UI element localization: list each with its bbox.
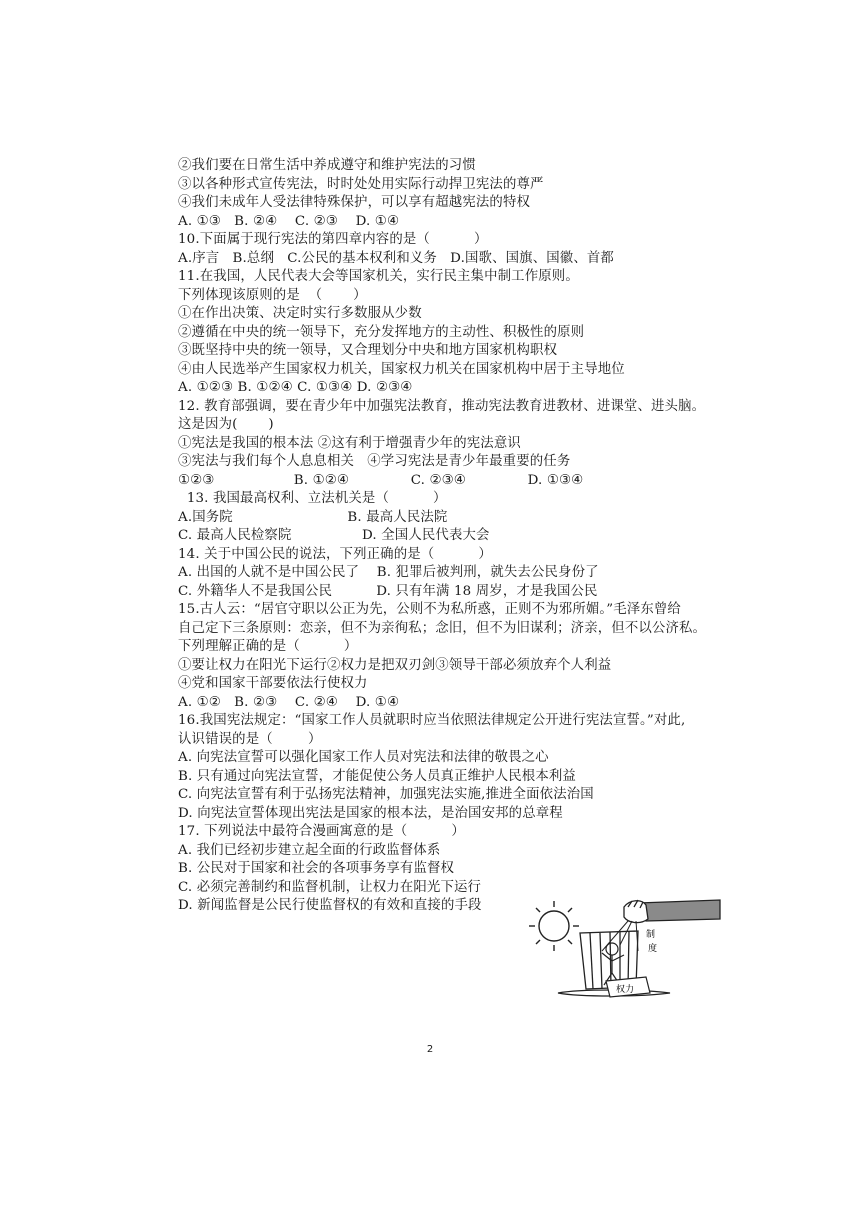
question-12-options: ①②③ B. ①②④ C. ②③④ D. ①③④ <box>178 473 584 488</box>
question-13-options: A.国务院 B. 最高人民法院 <box>178 510 448 525</box>
question-14-options: A. 出国的人就不是中国公民了 B. 犯罪后被判刑，就失去公民身份了 <box>178 565 599 580</box>
cartoon-illustration <box>520 893 724 1003</box>
text-line: ②遵循在中央的统一领导下，充分发挥地方的主动性、积极性的原则 <box>178 325 585 340</box>
question-14-options: C. 外籍华人不是我国公民 D. 只有年满 18 周岁，才是我国公民 <box>178 584 598 599</box>
question-12-stem: 12. 教育部强调，要在青少年中加强宪法教育，推动宪法教育进教材、进课堂、进头脑。 <box>178 399 706 414</box>
hand-icon <box>624 900 720 923</box>
question-16-stem: 16.我国宪法规定：“国家工作人员就职时应当依照法律规定公开进行宪法宣誓。”对此, <box>178 713 686 728</box>
question-11-prompt: 下列体现该原则的是 （ ） <box>178 288 367 303</box>
question-17-option-b: B. 公民对于国家和社会的各项事务享有监督权 <box>178 861 455 876</box>
question-11-options: A. ①②③ B. ①②④ C. ①③④ D. ②③④ <box>178 380 413 395</box>
text-line: ①要让权力在阳光下运行②权力是把双刃剑③领导干部必须放弃个人利益 <box>178 658 612 673</box>
question-17-option-d: D. 新闻监督是公民行使监督权的有效和直接的手段 <box>178 898 482 913</box>
question-17-stem: 17. 下列说法中最符合漫画寓意的是（ ） <box>178 824 465 839</box>
power-label: 权力 <box>616 985 635 995</box>
text-line: ④由人民选举产生国家权力机关，国家权力机关在国家机构中居于主导地位 <box>178 362 625 377</box>
question-16-option-b: B. 只有通过向宪法宣誓，才能促使公务人员真正维护人民根本利益 <box>178 769 576 784</box>
text-line: ③以各种形式宣传宪法，时时处处用实际行动捍卫宪法的尊严 <box>178 177 544 192</box>
question-11-stem: 11.在我国，人民代表大会等国家机关，实行民主集中制工作原则。 <box>178 269 579 284</box>
question-10-stem: 10.下面属于现行宪法的第四章内容的是（ ） <box>178 232 488 247</box>
text-line: 这是因为( ) <box>178 417 274 432</box>
text-line: ①在作出决策、决定时实行多数服从少数 <box>178 306 422 321</box>
question-17-option-a: A. 我们已经初步建立起全面的行政监督体系 <box>178 843 441 858</box>
text-line: 下列理解正确的是（ ） <box>178 639 358 654</box>
text-line: ④党和国家干部要依法行使权力 <box>178 676 368 691</box>
text-line: ②我们要在日常生活中养成遵守和维护宪法的习惯 <box>178 158 476 173</box>
power-label-plate <box>606 977 650 997</box>
question-16-option-a: A. 向宪法宣誓可以强化国家工作人员对宪法和法律的敬畏之心 <box>178 750 549 765</box>
text-line: 认识错误的是（ ） <box>178 732 322 747</box>
text-line: ③宪法与我们每个人息息相关 ④学习宪法是青少年最重要的任务 <box>178 454 571 469</box>
sun-icon <box>529 901 579 951</box>
question-17-option-c: C. 必须完善制约和监督机制，让权力在阳光下运行 <box>178 880 482 895</box>
institution-label-2: 度 <box>648 944 658 954</box>
question-10-options: A.序言 B.总纲 C.公民的基本权利和义务 D.国歌、国旗、国徽、首都 <box>178 251 614 266</box>
question-15-options: A. ①② B. ②③ C. ②④ D. ①④ <box>178 695 400 710</box>
text-line: 自己定下三条原则：恋亲，但不为亲徇私；念旧，但不为旧谋利；济亲，但不以公济私。 <box>178 621 707 636</box>
page-number: 2 <box>426 1044 434 1055</box>
question-16-option-d: D. 向宪法宣誓体现出宪法是国家的根本法，是治国安邦的总章程 <box>178 806 563 821</box>
answer-options: A. ①③ B. ②④ C. ②③ D. ①④ <box>178 214 400 229</box>
cartoon-drawing <box>520 893 724 1003</box>
question-15-stem: 15.古人云：“居官守职以公正为先，公则不为私所惑，正则不为邪所媚。”毛泽东曾给 <box>178 602 681 617</box>
question-13-stem: 13. 我国最高权利、立法机关是（ ） <box>178 491 447 506</box>
text-line: ④我们未成年人受法律特殊保护，可以享有超越宪法的特权 <box>178 195 531 210</box>
text-line: ③既坚持中央的统一领导，又合理划分中央和地方国家机构职权 <box>178 343 558 358</box>
text-line: ①宪法是我国的根本法 ②这有利于增强青少年的宪法意识 <box>178 436 521 451</box>
power-figure <box>602 943 624 985</box>
question-13-options: C. 最高人民检察院 D. 全国人民代表大会 <box>178 528 490 543</box>
question-16-option-c: C. 向宪法宣誓有利于弘扬宪法精神，加强宪法实施,推进全面依法治国 <box>178 787 594 802</box>
institution-label-1: 制 <box>646 930 656 940</box>
question-14-stem: 14. 关于中国公民的说法，下列正确的是（ ） <box>178 547 492 562</box>
